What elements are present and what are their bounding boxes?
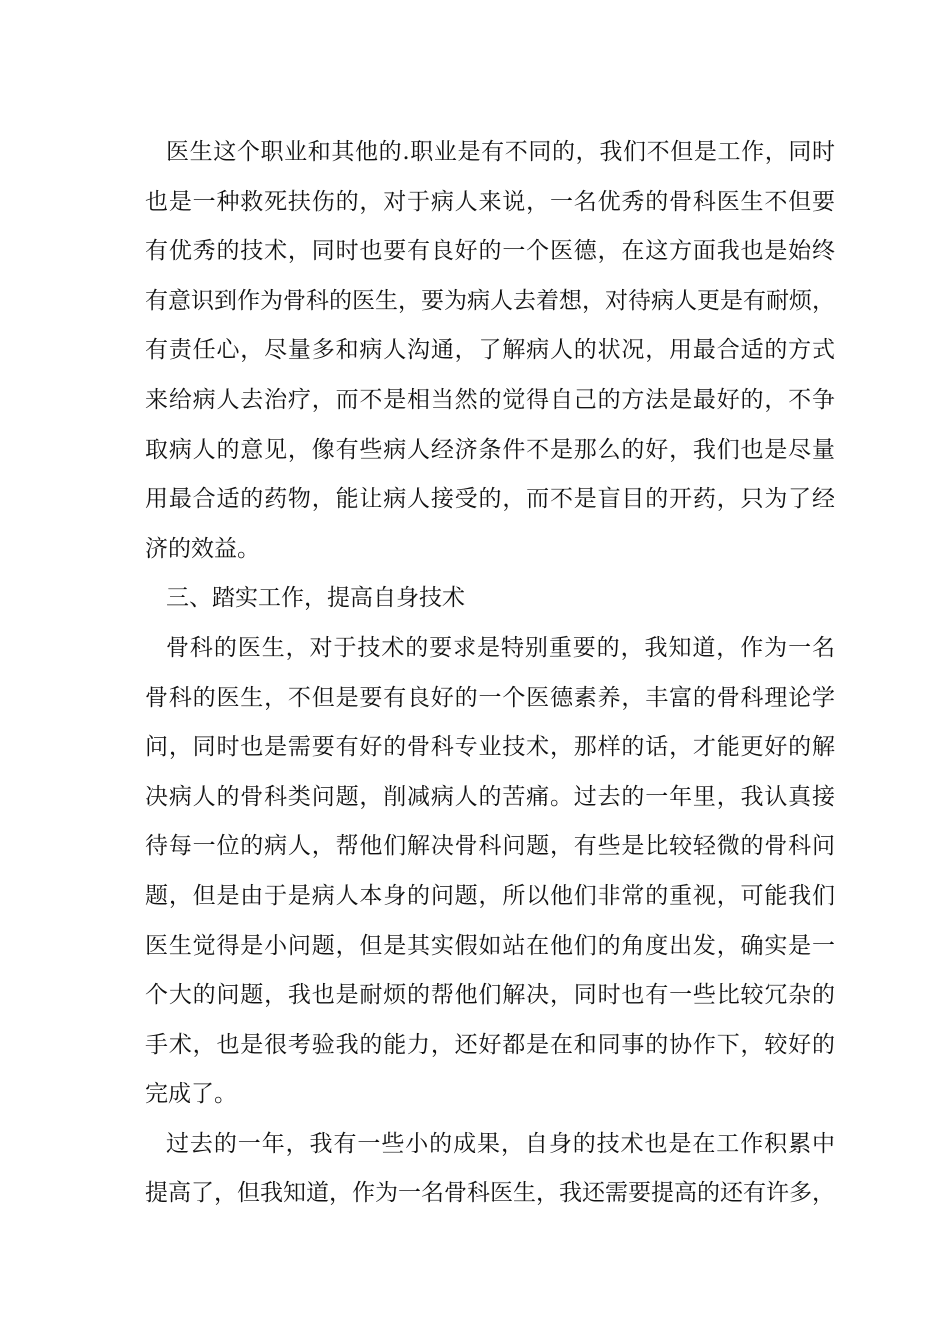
text-line: 来给病人去治疗，而不是相当然的觉得自己的方法是最好的，不争 <box>145 386 835 413</box>
text-line: 过去的一年，我有一些小的成果，自身的技术也是在工作积累中 <box>166 1130 835 1157</box>
section-heading <box>145 574 835 624</box>
text-line: 医生这个职业和其他的.职业是有不同的，我们不但是工作，同时 <box>166 139 835 165</box>
text-line: 完成了。 <box>145 1081 237 1108</box>
text-line: 有责任心，尽量多和病人沟通，了解病人的状况，用最合适的方式 <box>145 337 835 364</box>
paragraph-1 <box>145 128 835 574</box>
text-line: 个大的问题，我也是耐烦的帮他们解决，同时也有一些比较冗杂的 <box>145 982 835 1009</box>
text-line: 待每一位的病人，帮他们解决骨科问题，有些是比较轻微的骨科问 <box>145 833 835 860</box>
paragraph-3 <box>145 1120 835 1219</box>
text-line: 骨科的医生，对于技术的要求是特别重要的，我知道，作为一名 <box>166 634 835 661</box>
text-line: 取病人的意见，像有些病人经济条件不是那么的好，我们也是尽量 <box>145 436 835 463</box>
text-line: 济的效益。 <box>145 535 260 562</box>
text-line: 有意识到作为骨科的医生，要为病人去着想，对待病人更是有耐烦， <box>145 287 835 314</box>
text-line: 用最合适的药物，能让病人接受的，而不是盲目的开药，只为了经 <box>145 486 835 513</box>
text-line: 提高了，但我知道，作为一名骨科医生，我还需要提高的还有许多， <box>145 1180 835 1207</box>
text-line: 骨科的医生，不但是要有良好的一个医德素养，丰富的骨科理论学 <box>145 684 835 711</box>
text-line: 题，但是由于是病人本身的问题，所以他们非常的重视，可能我们 <box>145 882 835 909</box>
text-line: 手术，也是很考验我的能力，还好都是在和同事的协作下，较好的 <box>145 1031 835 1058</box>
text-line: 也是一种救死扶伤的，对于病人来说，一名优秀的骨科医生不但要 <box>145 188 835 215</box>
document-body <box>145 128 835 1219</box>
text-line: 决病人的骨科类问题，削减病人的苦痛。过去的一年里，我认真接 <box>145 783 835 810</box>
text-line: 问，同时也是需要有好的骨科专业技术，那样的话，才能更好的解 <box>145 734 835 761</box>
paragraph-2 <box>145 624 835 1120</box>
text-line: 医生觉得是小问题，但是其实假如站在他们的角度出发，确实是一 <box>145 932 835 959</box>
heading-line: 三、踏实工作，提高自身技术 <box>166 585 465 612</box>
text-line: 有优秀的技术，同时也要有良好的一个医德，在这方面我也是始终 <box>145 238 835 265</box>
